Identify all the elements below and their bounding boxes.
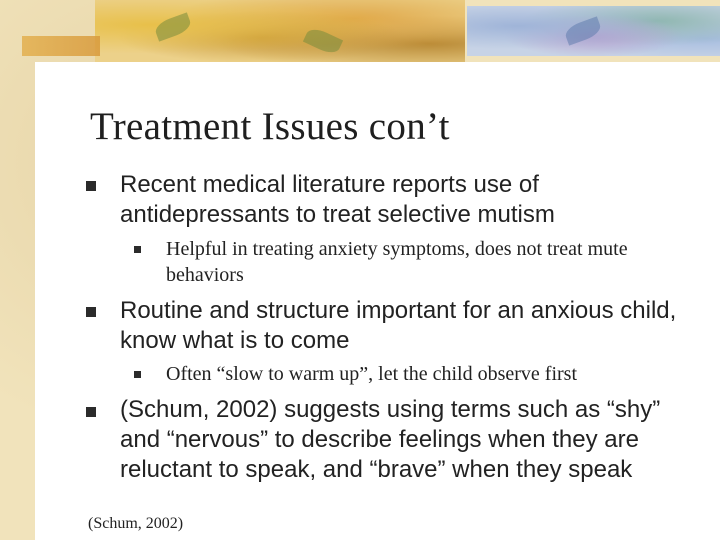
bullet-level2: Helpful in treating anxiety symptoms, does not treat mute behaviors: [166, 238, 628, 286]
square-bullet-icon: [134, 371, 141, 378]
warm-watercolor-panel: [95, 0, 465, 62]
bullet-level1: (Schum, 2002) suggests using terms such as “shy” and “nervous” to describe feelings when they are reluctant to speak, and “brave” when they speak: [120, 396, 661, 483]
square-bullet-icon: [134, 246, 141, 253]
slide-title: Treatment Issues con’t: [90, 105, 450, 148]
decorative-banner: [95, 0, 720, 62]
bullet-level1: Routine and structure important for an anxious child, know what is to come: [120, 297, 677, 354]
square-bullet-icon: [86, 407, 96, 417]
bullet-level1: Recent medical literature reports use of antidepressants to treat selective mutism: [120, 171, 555, 228]
square-bullet-icon: [86, 181, 96, 191]
bullet-level2: Often “slow to warm up”, let the child observe first: [166, 363, 577, 385]
gold-accent-bar: [22, 36, 100, 56]
citation: (Schum, 2002): [88, 515, 184, 532]
square-bullet-icon: [86, 307, 96, 317]
